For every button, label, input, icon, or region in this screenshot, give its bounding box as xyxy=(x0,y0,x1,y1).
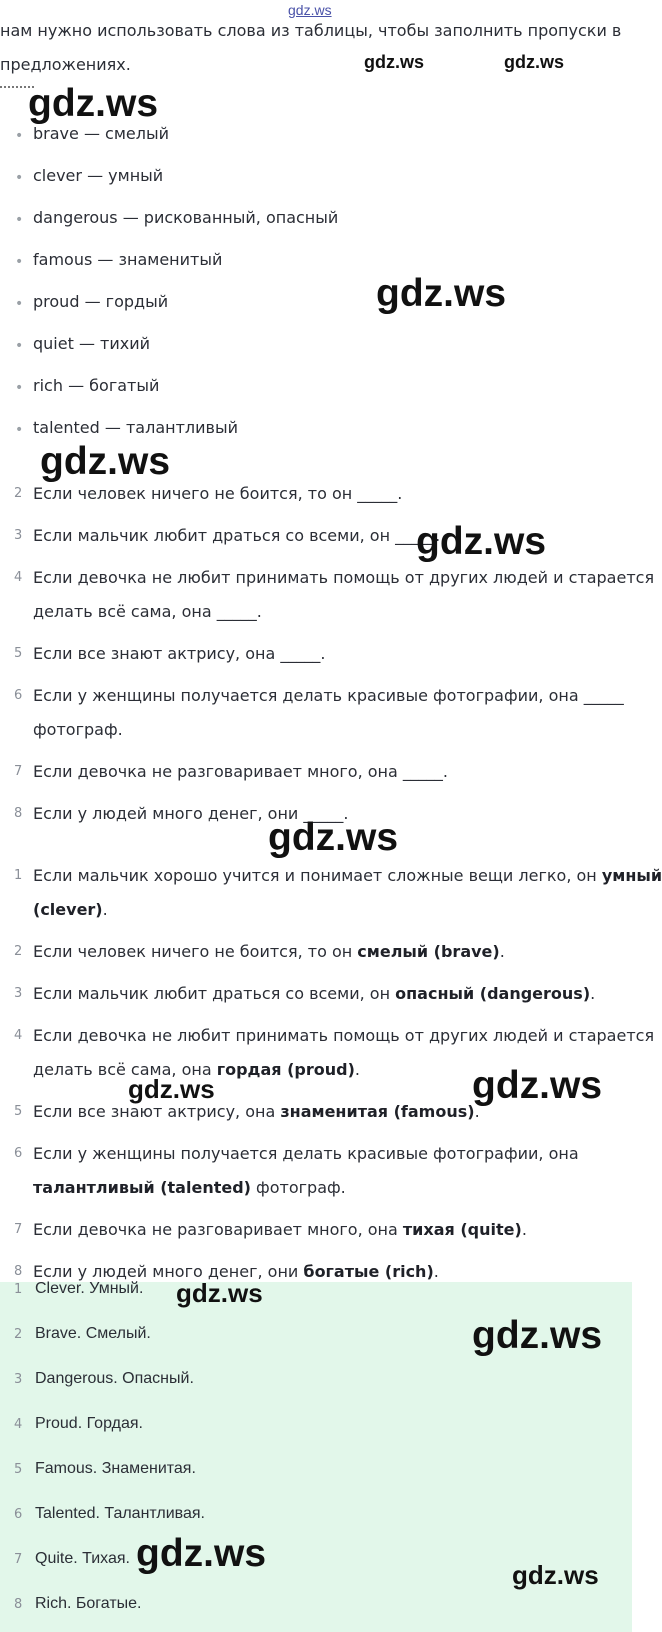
vocab-item xyxy=(33,208,338,227)
answer-text: Dangerous. Опасный. xyxy=(35,1370,194,1387)
explanation-text: Если все знают актрису, она xyxy=(33,1102,281,1121)
explanation-text: фотограф. xyxy=(250,1178,346,1197)
explanation-number: 6 xyxy=(14,1146,23,1161)
question-text: Если у женщины получается делать красивые фотографии, она _____ xyxy=(33,686,624,705)
explanation-line xyxy=(33,1026,654,1045)
answer-number: 5 xyxy=(14,1462,23,1477)
punctuation: . xyxy=(521,1220,527,1239)
intro-text: нам нужно использовать слова из таблицы, чтобы заполнить пропуски в предложениях. xyxy=(0,21,622,74)
explanation-text: делать всё сама, она xyxy=(33,1060,217,1079)
answer-text: Rich. Богатые. xyxy=(35,1595,142,1612)
watermark: gdz.ws xyxy=(28,82,159,125)
question-number: 5 xyxy=(14,646,23,661)
question-text: Если человек ничего не боится, то он _____. xyxy=(33,484,403,503)
vocab-item xyxy=(33,250,222,269)
watermark: gdz.ws xyxy=(416,520,547,563)
vocab-word: quiet xyxy=(33,334,74,353)
question-text: Если у людей много денег, они _____. xyxy=(33,804,349,823)
vocab-translation: рискованный, опасный xyxy=(143,208,339,227)
answer-text: Brave. Смелый. xyxy=(35,1325,151,1342)
vocab-dash: — xyxy=(78,334,95,353)
explanation-line xyxy=(33,866,662,885)
answer-number: 7 xyxy=(14,1552,23,1567)
question-number: 3 xyxy=(14,528,23,543)
explanation-line xyxy=(33,942,505,961)
bullet-icon: • xyxy=(15,212,24,228)
watermark: gdz.ws xyxy=(40,440,171,483)
answer-word: гордая (proud) xyxy=(216,1060,355,1079)
bullet-icon: • xyxy=(15,254,24,270)
watermark: gdz.ws xyxy=(472,1064,603,1107)
watermark: gdz.ws xyxy=(364,52,425,72)
explanation-number: 2 xyxy=(14,944,23,959)
answer-number: 4 xyxy=(14,1417,23,1432)
punctuation: . xyxy=(474,1102,480,1121)
vocab-dash: — xyxy=(97,250,114,269)
bullet-icon: • xyxy=(15,422,24,438)
vocab-translation: гордый xyxy=(105,292,169,311)
question-text: фотограф. xyxy=(33,720,123,739)
vocab-item xyxy=(33,418,238,437)
explanation-text: Если мальчик любит драться со всеми, он xyxy=(33,984,396,1003)
vocab-dash: — xyxy=(122,208,139,227)
explanation-number: 4 xyxy=(14,1028,23,1043)
punctuation: . xyxy=(433,1262,439,1281)
bullet-icon: • xyxy=(15,170,24,186)
explanation-line xyxy=(33,1102,480,1121)
answer-number: 1 xyxy=(14,1282,23,1297)
watermark: gdz.ws xyxy=(472,1314,603,1357)
explanation-text: . xyxy=(102,900,108,919)
vocab-dash: — xyxy=(83,124,100,143)
answer-number: 2 xyxy=(14,1327,23,1342)
explanation-line xyxy=(33,900,108,919)
question-number: 4 xyxy=(14,570,23,585)
vocab-word: proud xyxy=(33,292,80,311)
question-number: 7 xyxy=(14,764,23,779)
answer-word: смелый (brave) xyxy=(357,942,500,961)
answer-word: богатые (rich) xyxy=(303,1262,434,1281)
question-text: Если мальчик любит драться со всеми, он _____. xyxy=(33,526,441,545)
explanation-text: Если мальчик хорошо учится и понимает сложные вещи легко, он xyxy=(33,866,602,885)
question-text: Если девочка не любит принимать помощь от других людей и старается xyxy=(33,568,655,587)
explanation-text: Если у женщины получается делать красивые фотографии, она xyxy=(33,1144,579,1163)
vocab-dash: — xyxy=(68,376,85,395)
explanation-text: Если человек ничего не боится, то он xyxy=(33,942,358,961)
answer-word: умный xyxy=(601,866,662,885)
question-number: 2 xyxy=(14,486,23,501)
explanation-number: 3 xyxy=(14,986,23,1001)
explanation-line xyxy=(33,1144,579,1163)
vocab-word: talented xyxy=(33,418,100,437)
vocab-word: famous xyxy=(33,250,93,269)
vocab-word: clever xyxy=(33,166,82,185)
explanation-text: Если девочка не разговаривает много, она xyxy=(33,1220,403,1239)
answer-number: 6 xyxy=(14,1507,23,1522)
bullet-icon: • xyxy=(15,296,24,312)
watermark: gdz.ws xyxy=(268,816,399,859)
answer-word: талантливый (talented) xyxy=(33,1178,251,1197)
vocab-translation: смелый xyxy=(105,124,170,143)
vocab-translation: умный xyxy=(108,166,164,185)
watermark: gdz.ws xyxy=(176,1278,263,1308)
question-text: делать всё сама, она _____. xyxy=(33,602,262,621)
bullet-icon: • xyxy=(15,338,24,354)
watermark-top: gdz.ws xyxy=(288,2,332,18)
explanation-line xyxy=(33,1178,346,1197)
answer-text: Proud. Гордая. xyxy=(35,1415,143,1432)
answer-text: Quite. Тихая. xyxy=(35,1550,130,1567)
answer-word: опасный (dangerous) xyxy=(395,984,591,1003)
vocab-word: rich xyxy=(33,376,63,395)
explanation-number: 8 xyxy=(14,1264,23,1279)
question-number: 6 xyxy=(14,688,23,703)
punctuation: . xyxy=(499,942,505,961)
watermark: gdz.ws xyxy=(512,1560,599,1590)
explanation-text: Если девочка не любит принимать помощь от других людей и старается xyxy=(33,1026,655,1045)
vocab-item xyxy=(33,376,159,395)
vocab-item xyxy=(33,334,150,353)
explanation-line xyxy=(33,1220,527,1239)
bullet-icon: • xyxy=(15,128,24,144)
explanation-number: 1 xyxy=(14,868,23,883)
answer-word: (clever) xyxy=(33,900,103,919)
explanation-number: 7 xyxy=(14,1222,23,1237)
vocab-word: brave xyxy=(33,124,79,143)
explanation-number: 5 xyxy=(14,1104,23,1119)
vocab-word: dangerous xyxy=(33,208,118,227)
answer-text: Talented. Талантливая. xyxy=(35,1505,205,1522)
punctuation: . xyxy=(590,984,596,1003)
bullet-icon: • xyxy=(15,380,24,396)
explanation-text: . xyxy=(354,1060,360,1079)
vocab-item xyxy=(33,166,163,185)
answer-text: Famous. Знаменитая. xyxy=(35,1460,196,1477)
question-number: 8 xyxy=(14,806,23,821)
explanation-line xyxy=(33,984,595,1003)
vocab-dash: — xyxy=(104,418,121,437)
watermark: gdz.ws xyxy=(504,52,565,72)
vocab-dash: — xyxy=(84,292,101,311)
vocab-dash: — xyxy=(87,166,104,185)
watermark: gdz.ws xyxy=(136,1532,267,1575)
vocab-item xyxy=(33,124,169,143)
vocab-translation: богатый xyxy=(89,376,160,395)
answer-number: 3 xyxy=(14,1372,23,1387)
vocab-translation: тихий xyxy=(100,334,151,353)
watermark: gdz.ws xyxy=(376,272,507,315)
vocab-translation: знаменитый xyxy=(118,250,223,269)
watermark: gdz.ws xyxy=(128,1074,215,1104)
question-text: Если все знают актрису, она _____. xyxy=(33,644,326,663)
answer-text: Clever. Умный. xyxy=(35,1280,144,1297)
vocab-translation: талантливый xyxy=(125,418,238,437)
question-text: Если девочка не разговаривает много, она _____. xyxy=(33,762,448,781)
vocab-item xyxy=(33,292,168,311)
answer-word: тихая (quite) xyxy=(402,1220,522,1239)
answer-word: знаменитая (famous) xyxy=(280,1102,475,1121)
explanation-text: Если у людей много денег, они xyxy=(33,1262,304,1281)
answer-number: 8 xyxy=(14,1597,23,1612)
